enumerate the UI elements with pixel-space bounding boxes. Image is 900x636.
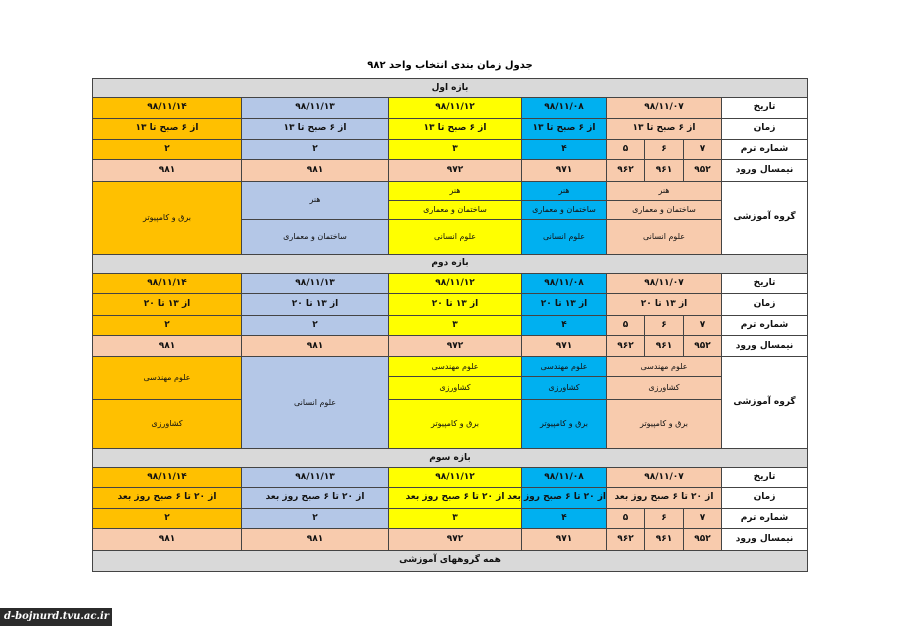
p2-entry-day5: ۹۸۱	[93, 336, 242, 357]
p1-entry-day3: ۹۷۲	[389, 160, 522, 181]
p1-group-day3-c: علوم انسانی	[389, 220, 522, 255]
p3-entry-day1-b: ۹۶۱	[645, 529, 684, 550]
schedule-title: جدول زمان بندی انتخاب واحد ۹۸۲	[367, 60, 533, 71]
entry-label: نیمسال ورود	[722, 529, 808, 550]
p2-time-day2: از ۱۳ تا ۲۰	[522, 294, 607, 315]
p3-entry-day5: ۹۸۱	[93, 529, 242, 550]
time-label: زمان	[722, 487, 808, 508]
period3-header-row	[93, 448, 808, 467]
p2-group-day2-c: برق و کامپیوتر	[522, 400, 607, 449]
p3-entry-day1-a: ۹۵۲	[684, 529, 722, 550]
p1-entry-day1-c: ۹۶۲	[607, 160, 645, 181]
p1-entry-day5: ۹۸۱	[93, 160, 242, 181]
site-url-badge: d-bojnurd.tvu.ac.ir	[0, 608, 112, 626]
date-label: تاریخ	[722, 468, 808, 487]
p1-term-day1-a: ۷	[684, 139, 722, 159]
p3-term-day1-a: ۷	[684, 508, 722, 528]
period2-time-row	[93, 294, 808, 315]
p2-term-day5: ۲	[93, 315, 242, 335]
p1-group-day3-b: ساختمان و معماری	[389, 200, 522, 219]
p1-term-day5: ۲	[93, 139, 242, 159]
p3-time-day2: از ۲۰ تا ۶ صبح روز بعد	[522, 487, 607, 508]
p1-term-day2: ۴	[522, 139, 607, 159]
p2-term-day1-a: ۷	[684, 315, 722, 335]
p3-term-day1-b: ۶	[645, 508, 684, 528]
p2-time-day4: از ۱۳ تا ۲۰	[242, 294, 389, 315]
p3-date-day1: ۹۸/۱۱/۰۷	[607, 468, 722, 487]
period1-term-row	[93, 139, 808, 159]
p2-group-day2-a: علوم مهندسی	[522, 357, 607, 376]
p1-time-day5: از ۶ صبح تا ۱۳	[93, 118, 242, 139]
period3-header: بازه سوم	[93, 448, 808, 467]
p2-time-day3: از ۱۳ تا ۲۰	[389, 294, 522, 315]
period2-header: بازه دوم	[93, 254, 808, 273]
p1-entry-day2: ۹۷۱	[522, 160, 607, 181]
p3-time-day3: از ۲۰ تا ۶ صبح روز بعد	[389, 487, 522, 508]
p1-group-day5: برق و کامپیوتر	[93, 181, 242, 254]
p1-time-day3: از ۶ صبح تا ۱۳	[389, 118, 522, 139]
p3-term-day1-c: ۵	[607, 508, 645, 528]
group-label: گروه آموزشی	[722, 181, 808, 254]
period1-date-row	[93, 98, 808, 118]
p1-group-day1-a: هنر	[607, 181, 722, 200]
period1-entry-row	[93, 160, 808, 181]
p1-date-day2: ۹۸/۱۱/۰۸	[522, 98, 607, 118]
p2-date-day2: ۹۸/۱۱/۰۸	[522, 274, 607, 294]
p3-entry-day1-c: ۹۶۲	[607, 529, 645, 550]
p1-group-day2-a: هنر	[522, 181, 607, 200]
p1-term-day3: ۳	[389, 139, 522, 159]
p2-group-day5-b: کشاورزی	[93, 400, 242, 449]
p2-group-day3-a: علوم مهندسی	[389, 357, 522, 376]
p1-date-day1: ۹۸/۱۱/۰۷	[607, 98, 722, 118]
period3-all-groups-row	[93, 550, 808, 571]
p2-group-day2-b: کشاورزی	[522, 376, 607, 399]
p3-entry-day3: ۹۷۲	[389, 529, 522, 550]
p2-group-day5-a: علوم مهندسی	[93, 357, 242, 400]
p2-entry-day1-b: ۹۶۱	[645, 336, 684, 357]
period1-header: بازه اول	[93, 79, 808, 98]
period2-entry-row	[93, 336, 808, 357]
period1-header-row	[93, 79, 808, 98]
p3-entry-day2: ۹۷۱	[522, 529, 607, 550]
schedule-table	[92, 78, 808, 572]
period2-date-row	[93, 274, 808, 294]
p1-entry-day1-b: ۹۶۱	[645, 160, 684, 181]
p2-time-day1: از ۱۳ تا ۲۰	[607, 294, 722, 315]
p1-group-day4-a: هنر	[242, 181, 389, 220]
period2-header-row	[93, 254, 808, 273]
p2-group-day3-b: کشاورزی	[389, 376, 522, 399]
term-label: شماره ترم	[722, 508, 808, 528]
p3-term-day2: ۴	[522, 508, 607, 528]
p1-group-day4-b: ساختمان و معماری	[242, 220, 389, 255]
p2-term-day3: ۳	[389, 315, 522, 335]
p2-date-day1: ۹۸/۱۱/۰۷	[607, 274, 722, 294]
p1-term-day1-c: ۵	[607, 139, 645, 159]
group-label: گروه آموزشی	[722, 357, 808, 448]
p3-date-day3: ۹۸/۱۱/۱۲	[389, 468, 522, 487]
p1-entry-day1-a: ۹۵۲	[684, 160, 722, 181]
entry-label: نیمسال ورود	[722, 160, 808, 181]
period3-date-row	[93, 468, 808, 487]
p2-entry-day2: ۹۷۱	[522, 336, 607, 357]
p3-time-day5: از ۲۰ تا ۶ صبح روز بعد	[93, 487, 242, 508]
p3-date-day5: ۹۸/۱۱/۱۴	[93, 468, 242, 487]
p1-time-day2: از ۶ صبح تا ۱۳	[522, 118, 607, 139]
date-label: تاریخ	[722, 98, 808, 118]
period3-entry-row	[93, 529, 808, 550]
p3-date-day2: ۹۸/۱۱/۰۸	[522, 468, 607, 487]
p2-date-day5: ۹۸/۱۱/۱۴	[93, 274, 242, 294]
p2-time-day5: از ۱۳ تا ۲۰	[93, 294, 242, 315]
time-label: زمان	[722, 294, 808, 315]
p3-term-day3: ۳	[389, 508, 522, 528]
p1-entry-day4: ۹۸۱	[242, 160, 389, 181]
term-label: شماره ترم	[722, 139, 808, 159]
p2-group-day1-c: برق و کامپیوتر	[607, 400, 722, 449]
time-label: زمان	[722, 118, 808, 139]
term-label: شماره ترم	[722, 315, 808, 335]
p2-group-day4: علوم انسانی	[242, 357, 389, 448]
p1-group-day1-c: علوم انسانی	[607, 220, 722, 255]
p1-group-day2-b: ساختمان و معماری	[522, 200, 607, 219]
p2-term-day4: ۲	[242, 315, 389, 335]
p3-time-day4: از ۲۰ تا ۶ صبح روز بعد	[242, 487, 389, 508]
period2-term-row	[93, 315, 808, 335]
p2-group-day1-b: کشاورزی	[607, 376, 722, 399]
p3-date-day4: ۹۸/۱۱/۱۳	[242, 468, 389, 487]
p3-time-day1: از ۲۰ تا ۶ صبح روز بعد	[607, 487, 722, 508]
p2-term-day1-c: ۵	[607, 315, 645, 335]
p1-date-day3: ۹۸/۱۱/۱۲	[389, 98, 522, 118]
p1-date-day5: ۹۸/۱۱/۱۴	[93, 98, 242, 118]
p2-entry-day1-a: ۹۵۲	[684, 336, 722, 357]
p1-time-day4: از ۶ صبح تا ۱۳	[242, 118, 389, 139]
p2-term-day2: ۴	[522, 315, 607, 335]
p2-group-day3-c: برق و کامپیوتر	[389, 400, 522, 449]
period2-group-row-a	[93, 357, 808, 376]
p1-term-day4: ۲	[242, 139, 389, 159]
p1-term-day1-b: ۶	[645, 139, 684, 159]
p1-time-day1: از ۶ صبح تا ۱۳	[607, 118, 722, 139]
p2-group-day1-a: علوم مهندسی	[607, 357, 722, 376]
all-groups-note: همه گروههای آموزشی	[93, 550, 808, 571]
p2-entry-day3: ۹۷۲	[389, 336, 522, 357]
period1-time-row	[93, 118, 808, 139]
p1-group-day3-a: هنر	[389, 181, 522, 200]
p2-entry-day1-c: ۹۶۲	[607, 336, 645, 357]
period1-group-row-a	[93, 181, 808, 200]
p3-term-day5: ۲	[93, 508, 242, 528]
p1-date-day4: ۹۸/۱۱/۱۳	[242, 98, 389, 118]
p3-entry-day4: ۹۸۱	[242, 529, 389, 550]
p1-group-day2-c: علوم انسانی	[522, 220, 607, 255]
p2-entry-day4: ۹۸۱	[242, 336, 389, 357]
period3-time-row	[93, 487, 808, 508]
p1-group-day1-b: ساختمان و معماری	[607, 200, 722, 219]
p3-term-day4: ۲	[242, 508, 389, 528]
p2-date-day4: ۹۸/۱۱/۱۳	[242, 274, 389, 294]
p2-term-day1-b: ۶	[645, 315, 684, 335]
entry-label: نیمسال ورود	[722, 336, 808, 357]
period3-term-row	[93, 508, 808, 528]
p2-date-day3: ۹۸/۱۱/۱۲	[389, 274, 522, 294]
date-label: تاریخ	[722, 274, 808, 294]
period2-group-row-c	[93, 400, 808, 449]
